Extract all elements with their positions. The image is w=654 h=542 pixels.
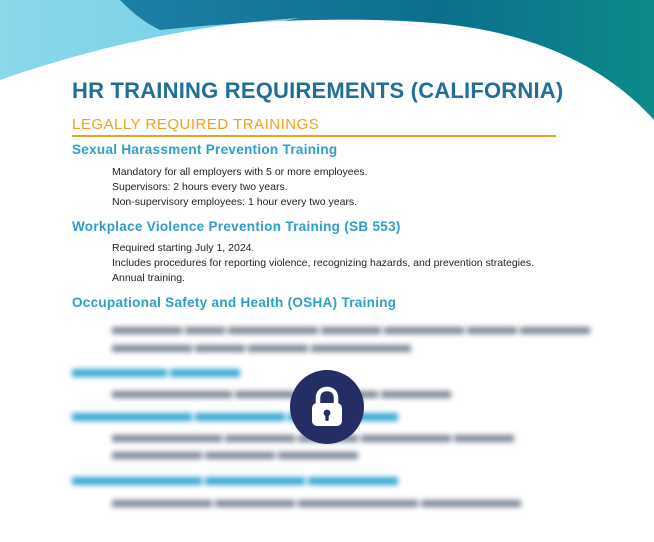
training-line: Mandatory for all employers with 5 or more employees. <box>112 166 368 178</box>
training-line: Required starting July 1, 2024. <box>112 242 255 254</box>
training-line: Non-supervisory employees: 1 hour every two years. <box>112 196 358 208</box>
training-line: Supervisors: 2 hours every two years. <box>112 181 288 193</box>
redacted-text <box>112 447 361 465</box>
section-divider <box>72 135 556 137</box>
lock-icon[interactable] <box>290 370 364 444</box>
training-heading-sexual-harassment: Sexual Harassment Prevention Training <box>72 142 338 157</box>
section-heading: LEGALLY REQUIRED TRAININGS <box>72 116 320 133</box>
redacted-text <box>112 340 414 358</box>
training-heading-osha: Occupational Safety and Health (OSHA) Training <box>72 295 397 310</box>
redacted-heading <box>72 472 401 490</box>
redacted-text <box>112 322 593 340</box>
training-heading-workplace-violence: Workplace Violence Prevention Training (SB 553) <box>72 219 401 234</box>
training-line: Annual training. <box>112 272 185 284</box>
redacted-heading <box>72 364 243 382</box>
lock-glyph <box>308 386 346 428</box>
redacted-text <box>112 386 454 404</box>
training-line: Includes procedures for reporting violence, recognizing hazards, and prevention strategies. <box>112 257 534 269</box>
document-title: HR TRAINING REQUIREMENTS (CALIFORNIA) <box>72 78 564 103</box>
redacted-text <box>112 495 524 513</box>
